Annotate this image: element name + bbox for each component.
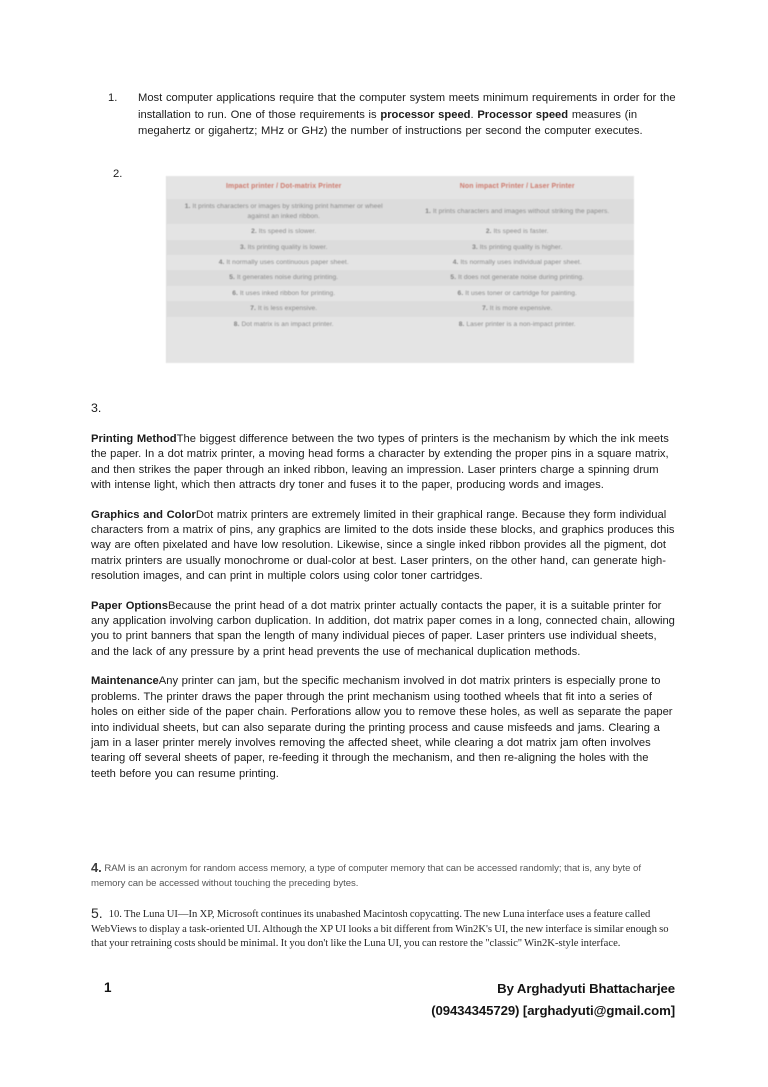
row-index: 4. [218,259,225,267]
row-index: 8. [233,320,240,328]
cell-text: It prints characters or images by striking print hammer or wheel against an inked ribbon. [192,203,383,220]
paragraph-text: Because the print head of a dot matrix printer actually contacts the paper, it is a suitable printer for any application involving carbon duplication. In addition, dot matrix paper comes in a long, connected chain, allowing you to print banners that span the length of many individual pieces of paper. Laser printers use individual sheets, and the lack of any pressure by a print head prevents the use of mechanical duplication methods. [91,599,675,658]
table-head [167,176,634,199]
paragraph-text: Any printer can jam, but the specific mechanism involved in dot matrix printers is especially prone to problems. The printer draws the paper through the print mechanism using toothed wheels that fit into a series of holes on either side of the paper chain. Perforations allow you to remove these holes, as well as separate the paper into individual sheets, but can also separate during the printing process and cause misfeeds and jams. Clearing a jam in a laser printer merely involves removing the affected sheet, while clearing a dot matrix jam often involves tearing off several sheets of paper, re-feeding it through the mechanism, and then re-aligning the holes with the teeth before you can resume printing. [91,675,673,780]
table-row [167,240,634,255]
table-cell-right [401,255,635,270]
footer-author-credit [431,978,675,1022]
cell-text: It normally uses continuous paper sheet. [226,259,349,267]
table-cell-left [167,224,401,239]
cell-text: It prints characters and images without striking the papers. [432,208,610,216]
footer-page-number: 1 [104,980,112,995]
cell-text: It is more expensive. [489,305,553,313]
row-index: 3. [239,243,246,251]
table-header-impact-printer: Impact printer / Dot-matrix Printer [167,176,401,199]
paragraph-heading: Paper Options [91,599,168,612]
list-item-1 [108,90,678,140]
paragraph-maintenance [91,674,675,782]
cell-text: It uses inked ribbon for printing. [239,289,336,297]
list-item-5 [91,906,675,952]
row-index: 4. [452,259,459,267]
table-cell-right [401,301,635,316]
table-cell-left [167,199,401,224]
table-cell-left [167,317,401,332]
paragraph-text: Dot matrix printers are extremely limited in their graphical range. Because they form individual characters from a matrix of pins, any graphics are limited to the dots inside these blocks, and graphics produces this way are often pixelated and have low resolution. Likewise, since a single inked ribbon provides all the pigment, dot matrix printers are usually monochrome or dual-color at best. Laser printers, on the other hand, can generate high-resolution images, and can print in multiple colors using color toner cartridges. [91,508,675,583]
item1-text-part3: measures (in megahertz or gigahertz; MHz or GHz) the number of instructions per second the computer executes. [138,108,643,138]
footer-contact: (09434345729) [arghadyuti@gmail.com] [431,1003,675,1018]
printer-comparison-table [167,176,634,332]
row-index: 2. [251,228,257,236]
row-index: 2. [485,228,492,236]
table-row [167,199,634,224]
paragraph-heading: Printing Method [91,433,177,445]
cell-text: Its printing quality is lower. [247,243,328,251]
cell-text: It is less expensive. [257,305,318,313]
row-index: 7. [250,305,256,313]
page-footer [91,978,675,1028]
table-row [167,301,634,316]
table-cell-right [401,270,635,285]
row-index: 7. [482,305,488,313]
list-item-3-marker: 3. [91,401,102,415]
table-header-row [167,176,634,199]
row-index: 5. [450,274,457,282]
paragraph-heading: Graphics and Color [91,508,196,521]
table-row [167,286,634,301]
row-index: 5. [229,274,235,282]
printer-comparison-prose [91,432,675,782]
table-cell-right [401,286,635,301]
table-cell-left [167,255,401,270]
table-cell-right [401,240,635,255]
table-cell-left [167,240,401,255]
list-item-1-marker: 1. [108,92,118,104]
cell-text: It generates noise during printing. [236,274,339,282]
list-item-4-text: RAM is an acronym for random access memory, a type of computer memory that can be accessed randomly; that is, any byte of memory can be accessed without touching the preceding bytes. [91,863,641,889]
cell-text: It does not generate noise during printing. [458,274,585,282]
table-cell-left [167,270,401,285]
row-index: 6. [457,289,464,297]
list-item-1-text [138,90,678,140]
table-cell-right [401,224,635,239]
item1-bold-processor-speed: processor speed [380,108,471,121]
row-index: 1. [425,208,431,216]
list-item-2-marker: 2. [113,168,123,180]
item1-bold-processor-speed-2: Processor speed [477,108,569,121]
table-cell-right [401,199,635,224]
cell-text: Its normally uses individual paper sheet. [460,259,582,267]
cell-text: Its speed is slower. [258,228,317,236]
cell-text: Dot matrix is an impact printer. [241,320,334,328]
table-row [167,317,634,332]
printer-comparison-table-figure [166,176,634,363]
table-row [167,224,634,239]
paragraph-graphics-and-color [91,508,675,585]
table-cell-right [401,317,635,332]
table-cell-left [167,286,401,301]
row-index: 3. [472,243,478,251]
table-cell-left [167,301,401,316]
paragraph-text: The biggest difference between the two types of printers is the mechanism by which the ink meets the paper. In a dot matrix printer, a moving head forms a character by extending the proper pins in a square matrix, and then strikes the paper through an inked ribbon, leaving an impression. Laser printers charge a spinning drum with intense light, which then attracts dry toner and fuses it to the paper, producing words and images. [91,433,669,492]
cell-text: Laser printer is a non-impact printer. [466,320,576,328]
table-header-non-impact-printer: Non impact Printer / Laser Printer [401,176,635,199]
list-item-5-marker: 5. [91,905,103,921]
footer-author-name: By Arghadyuti Bhattacharjee [497,981,675,996]
row-index: 1. [184,203,191,211]
paragraph-paper-options [91,599,675,661]
cell-text: It uses toner or cartridge for painting. [465,289,577,297]
table-row [167,270,634,285]
cell-text: Its printing quality is higher. [479,243,563,251]
table-row [167,255,634,270]
paragraph-printing-method [91,432,675,494]
row-index: 8. [458,320,465,328]
row-index: 6. [232,289,238,297]
list-item-4-marker: 4. [91,860,102,875]
table-body [167,199,634,332]
list-item-4 [91,861,675,891]
item1-text-part2: . [470,108,478,121]
item1-text-part1: Most computer applications require that the computer system meets minimum requirements in order for the installation to run. One of those requirements is [138,92,676,121]
paragraph-heading: Maintenance [91,675,159,688]
cell-text: Its speed is faster. [493,228,549,236]
list-item-5-text: 10. The Luna UI—In XP, Microsoft continues its unabashed Macintosh copycatting. The new Luna interface uses a feature called WebViews to display a task-oriented UI. Although the XP UI looks a bit different from Win2K's UI, the new interface is similar enough so that your retraining costs should be minimal. It you don't like the Luna UI, you can restore the "classic" Win2K-style interface. [91,909,669,950]
